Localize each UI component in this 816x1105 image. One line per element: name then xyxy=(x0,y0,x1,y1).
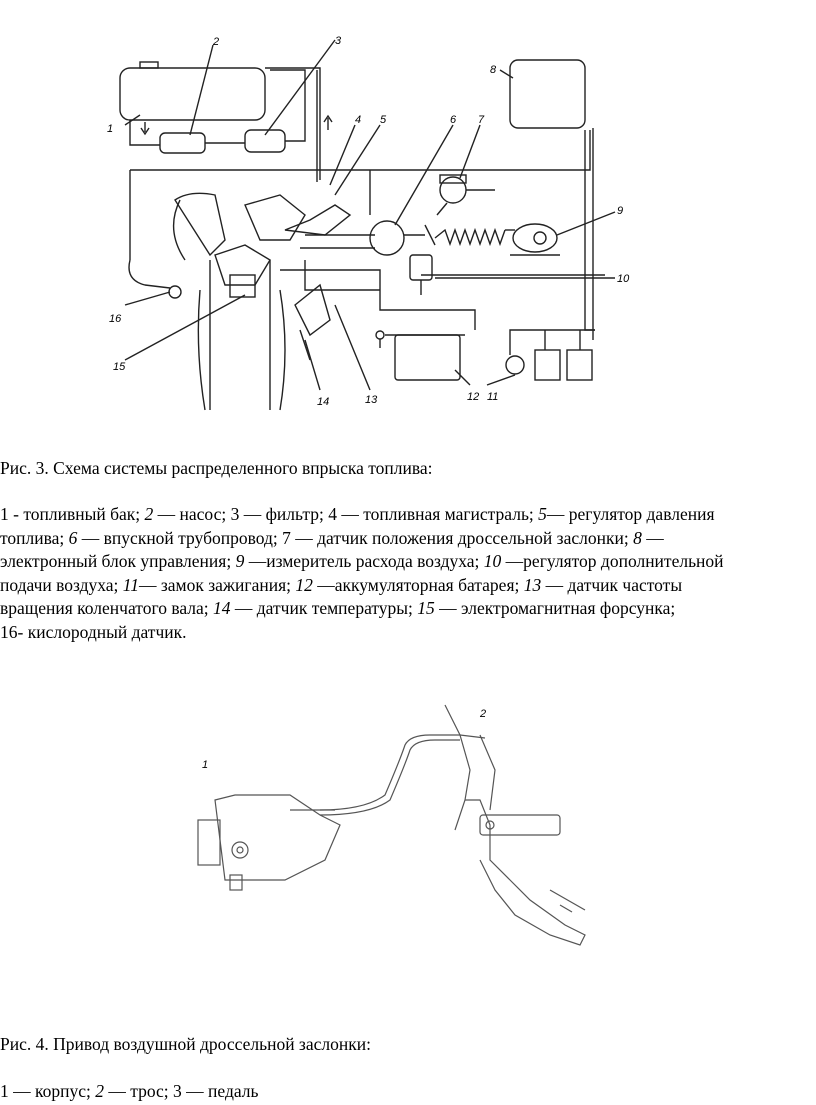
legend-segment: 2 xyxy=(95,1081,104,1101)
callout-1: 1 xyxy=(107,123,114,135)
legend-segment: —измеритель расхода воздуха; xyxy=(244,551,484,571)
callout-2: 2 xyxy=(213,36,220,48)
ignition-lock-shape xyxy=(506,356,524,374)
legend-segment: —аккумуляторная батарея; xyxy=(312,574,524,595)
fuel-injection-diagram xyxy=(95,30,640,415)
legend-segment: — насос; 3 — фильтр; 4 — топливная магистраль; xyxy=(153,504,539,524)
legend-segment: 15 xyxy=(417,598,435,618)
throttle-sensor-shape xyxy=(440,177,466,203)
legend-segment: 6 xyxy=(68,527,78,548)
figure-3-caption: Рис. 3. Схема системы распределенного впрыска топлива: xyxy=(0,458,433,478)
pedal-shape xyxy=(465,800,585,945)
legend-segment: —регулятор дополнительной xyxy=(501,551,724,571)
oxygen-sensor-shape xyxy=(169,286,181,298)
callout-13: 13 xyxy=(365,394,378,406)
callout-10: 10 xyxy=(617,273,630,285)
legend-segment: — датчик температуры; xyxy=(230,598,418,618)
fig4-callout-2: 2 xyxy=(480,708,487,720)
legend-segment: вращения коленчатого вала; xyxy=(0,598,214,618)
legend-segment: топлива; xyxy=(0,527,69,548)
filter-shape xyxy=(245,130,285,152)
housing-shape xyxy=(215,795,340,880)
callout-9: 9 xyxy=(617,205,624,217)
legend-segment: 2 xyxy=(144,504,154,524)
fig4-callout-1: 1 xyxy=(202,759,209,771)
pump-shape xyxy=(160,133,205,153)
legend-segment: 14 xyxy=(213,598,231,618)
callout-3: 3 xyxy=(335,35,342,47)
legend-segment: 13 xyxy=(523,574,542,595)
airflow-meter-shape xyxy=(513,224,557,252)
legend-line xyxy=(0,574,724,598)
legend-line xyxy=(0,1080,258,1104)
legend-segment: — регулятор давления xyxy=(546,504,715,524)
legend-segment: 1 — корпус; xyxy=(0,1081,96,1101)
fuel-tank-shape xyxy=(120,68,265,120)
cable-shape xyxy=(320,735,485,810)
legend-segment: 1 - топливный бак; xyxy=(0,504,145,524)
legend-segment: подачи воздуха; xyxy=(0,574,123,595)
battery-shape xyxy=(395,335,460,380)
callout-14: 14 xyxy=(317,396,330,408)
legend-segment: 8 xyxy=(633,527,642,548)
ecu-shape xyxy=(510,60,585,128)
callout-5: 5 xyxy=(380,114,387,126)
figure-4-legend xyxy=(0,1080,258,1104)
throttle-drive-diagram xyxy=(190,700,610,960)
figure-4-caption: Рис. 4. Привод воздушной дроссельной заслонки: xyxy=(0,1034,371,1054)
callout-16: 16 xyxy=(109,313,122,325)
legend-segment: 9 xyxy=(235,551,245,571)
legend-segment: 5 xyxy=(538,504,547,524)
callout-15: 15 xyxy=(113,361,126,373)
legend-segment: — трос; 3 — педаль xyxy=(103,1081,259,1101)
legend-segment: 12 xyxy=(295,574,313,595)
callout-4: 4 xyxy=(355,114,362,126)
legend-line xyxy=(0,597,724,621)
legend-segment: — xyxy=(641,527,664,548)
legend-segment: — впускной трубопровод; 7 — датчик положения дроссельной заслонки; xyxy=(77,527,634,548)
callout-11: 11 xyxy=(487,391,499,403)
legend-line xyxy=(0,527,724,551)
legend-segment: 16- кислородный датчик. xyxy=(0,621,187,642)
legend-line xyxy=(0,503,724,527)
legend-segment: 10 xyxy=(483,551,502,571)
aux-air-regulator-shape xyxy=(410,255,432,280)
legend-segment: электронный блок управления; xyxy=(0,551,236,571)
callout-6: 6 xyxy=(450,114,457,126)
callout-8: 8 xyxy=(490,64,497,76)
legend-segment: — датчик частоты xyxy=(541,574,683,595)
legend-line xyxy=(0,550,724,574)
intake-manifold-shape xyxy=(370,221,404,255)
callout-12: 12 xyxy=(467,391,480,403)
legend-segment: — замок зажигания; xyxy=(139,574,296,595)
callout-7: 7 xyxy=(478,114,485,126)
legend-segment: 11 xyxy=(122,574,139,595)
legend-segment: — электромагнитная форсунка; xyxy=(434,598,676,618)
figure-3-legend xyxy=(0,503,724,644)
legend-line xyxy=(0,621,724,645)
